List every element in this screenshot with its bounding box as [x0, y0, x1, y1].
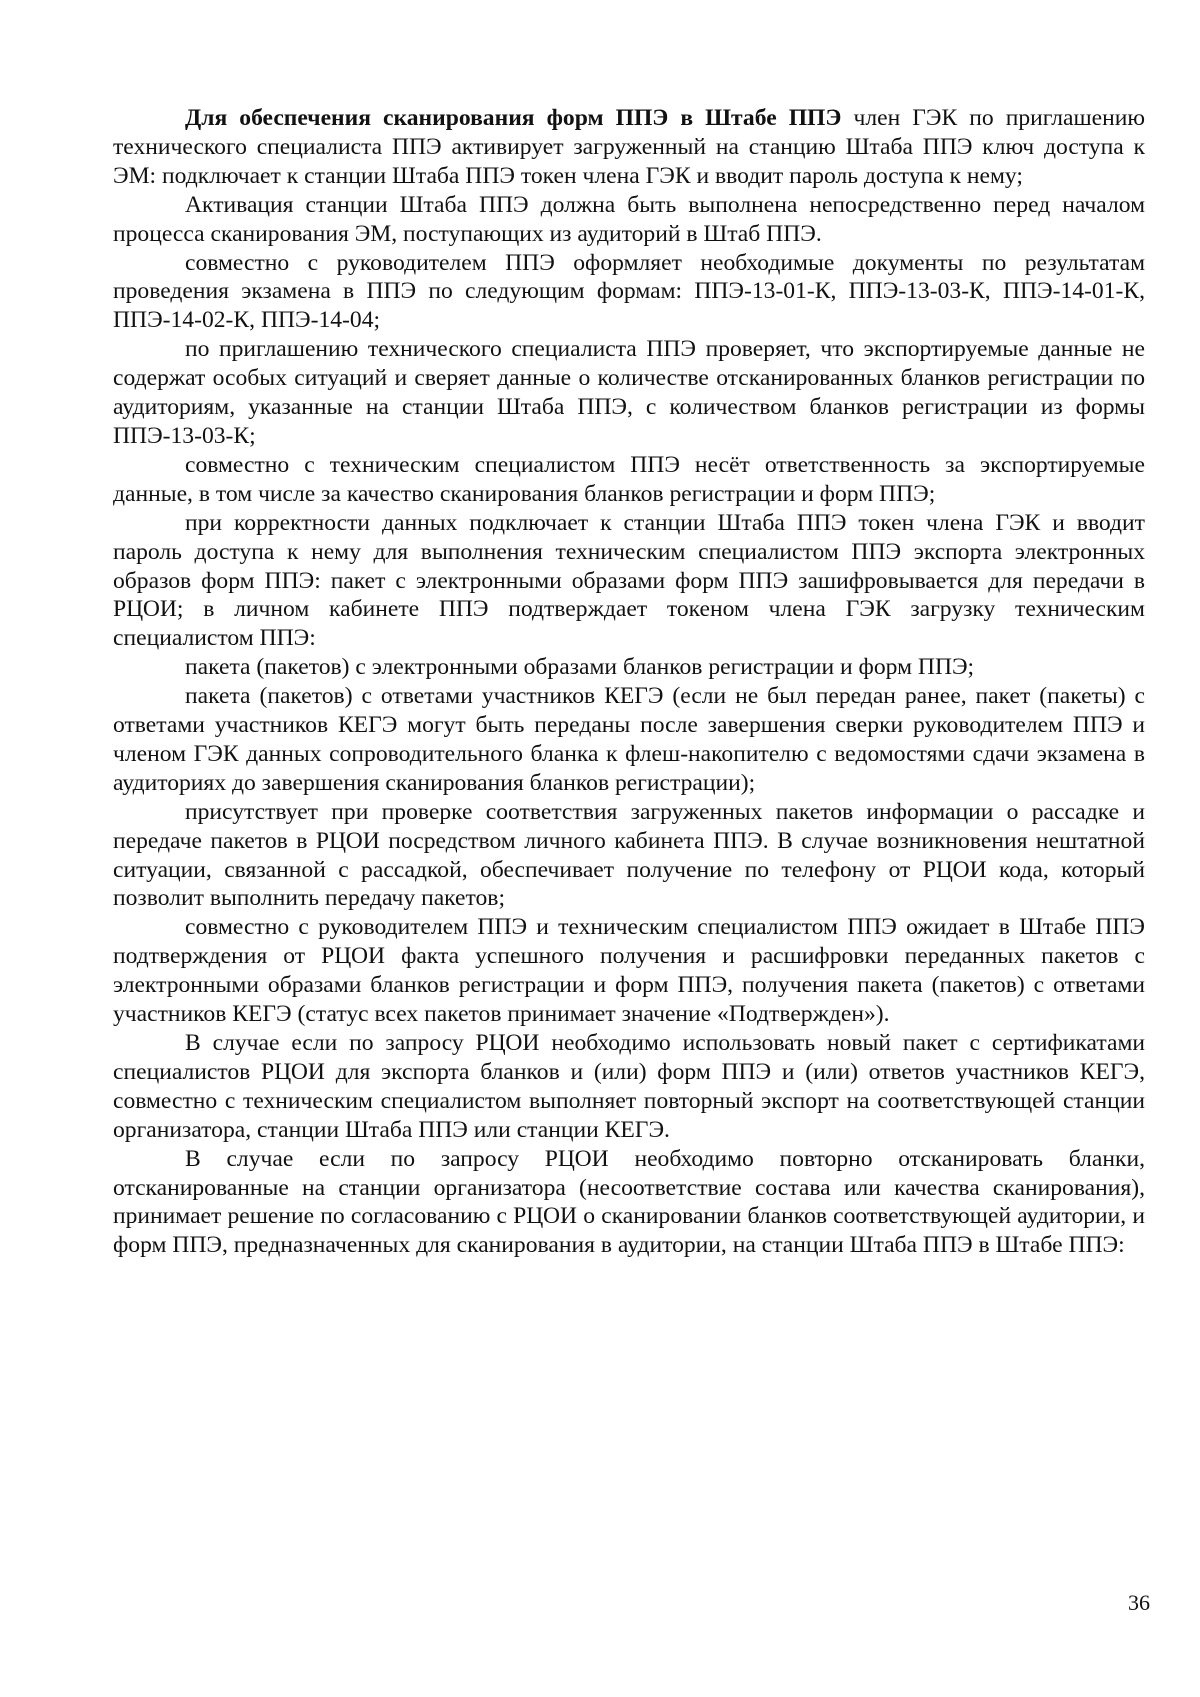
document-body	[113, 104, 1145, 1260]
paragraph-scanning-forms	[113, 104, 1145, 191]
paragraph-new-package: В случае если по запросу РЦОИ необходимо использовать новый пакет с сертификатами специалистов РЦОИ для экспорта бланков и (или) форм ППЭ и (или) ответов участников КЕГЭ, совместно с техническим специалистом выполняет повторный экспорт на соответствующей станции организатора, станции Штаба ППЭ или станции КЕГЭ.	[113, 1030, 1145, 1143]
paragraph-package-answers: пакета (пакетов) с ответами участников КЕГЭ (если не был передан ранее, пакет (пакеты) с ответами участников КЕГЭ могут быть переданы после завершения сверки руководителем ППЭ и членом ГЭК данных сопроводительного бланка к флеш-накопителю с ведомостями сдачи экзамена в аудиториях до завершения сканирования бланков регистрации);	[113, 683, 1145, 796]
paragraph-activation: Активация станции Штаба ППЭ должна быть выполнена непосредственно перед началом процесса сканирования ЭМ, поступающих из аудиторий в Штаб ППЭ.	[113, 191, 1145, 247]
page-number: 36	[1128, 1590, 1150, 1615]
paragraph-confirmation: совместно с руководителем ППЭ и техническим специалистом ППЭ ожидает в Штабе ППЭ подтверждения от РЦОИ факта успешного получения и расшифровки переданных пакетов с электронными образами бланков регистрации и форм ППЭ, получения пакета (пакетов) с ответами участников КЕГЭ (статус всех пакетов принимает значение «Подтвержден»).	[113, 914, 1145, 1028]
bold-lead-text: Для обеспечения сканирования форм ППЭ в Штабе ППЭ	[185, 105, 842, 131]
paragraph-text: член ГЭК по приглашению технического специалиста ППЭ активирует загруженный на станцию Штаба ППЭ ключ доступа к ЭМ: подключает к станции Штаба ППЭ токен члена ГЭК и вводит пароль доступа к нему;	[113, 105, 1145, 189]
paragraph-verification: по приглашению технического специалиста ППЭ проверяет, что экспортируемые данные не содержат особых ситуаций и сверяет данные о количестве отсканированных бланков регистрации по аудиториям, указанные на станции Штаба ППЭ, с количеством бланков регистрации из формы ППЭ-13-03-К;	[113, 336, 1145, 449]
paragraph-documents: совместно с руководителем ППЭ оформляет необходимые документы по результатам проведения экзамена в ППЭ по следующим формам: ППЭ-13-01-К, ППЭ-13-03-К, ППЭ-14-01-К, ППЭ-14-02-К, ППЭ-14-04;	[113, 249, 1145, 334]
paragraph-responsibility: совместно с техническим специалистом ППЭ несёт ответственность за экспортируемые данные, в том числе за качество сканирования бланков регистрации и форм ППЭ;	[113, 451, 1145, 507]
paragraph-export: при корректности данных подключает к станции Штаба ППЭ токен члена ГЭК и вводит пароль доступа к нему для выполнения техническим специалистом ППЭ экспорта электронных образов форм ППЭ: пакет с электронными образами форм ППЭ зашифровывается для передачи в РЦОИ; в личном кабинете ППЭ подтверждает токеном члена ГЭК загрузку техническим специалистом ППЭ:	[113, 509, 1145, 652]
paragraph-seating-check: присутствует при проверке соответствия загруженных пакетов информации о рассадке и передаче пакетов в РЦОИ посредством личного кабинета ППЭ. В случае возникновения нештатной ситуации, связанной с рассадкой, обеспечивает получение по телефону от РЦОИ кода, который позволит выполнить передачу пакетов;	[113, 798, 1145, 912]
paragraph-package-images: пакета (пакетов) с электронными образами бланков регистрации и форм ППЭ;	[185, 654, 975, 681]
paragraph-rescan: В случае если по запросу РЦОИ необходимо повторно отсканировать бланки, отсканированные на станции организатора (несоответствие состава или качества сканирования), принимает решение по согласованию с РЦОИ о сканировании бланков соответствующей аудитории, и форм ППЭ, предназначенных для сканирования в аудитории, на станции Штаба ППЭ в Штабе ППЭ:	[113, 1145, 1145, 1259]
